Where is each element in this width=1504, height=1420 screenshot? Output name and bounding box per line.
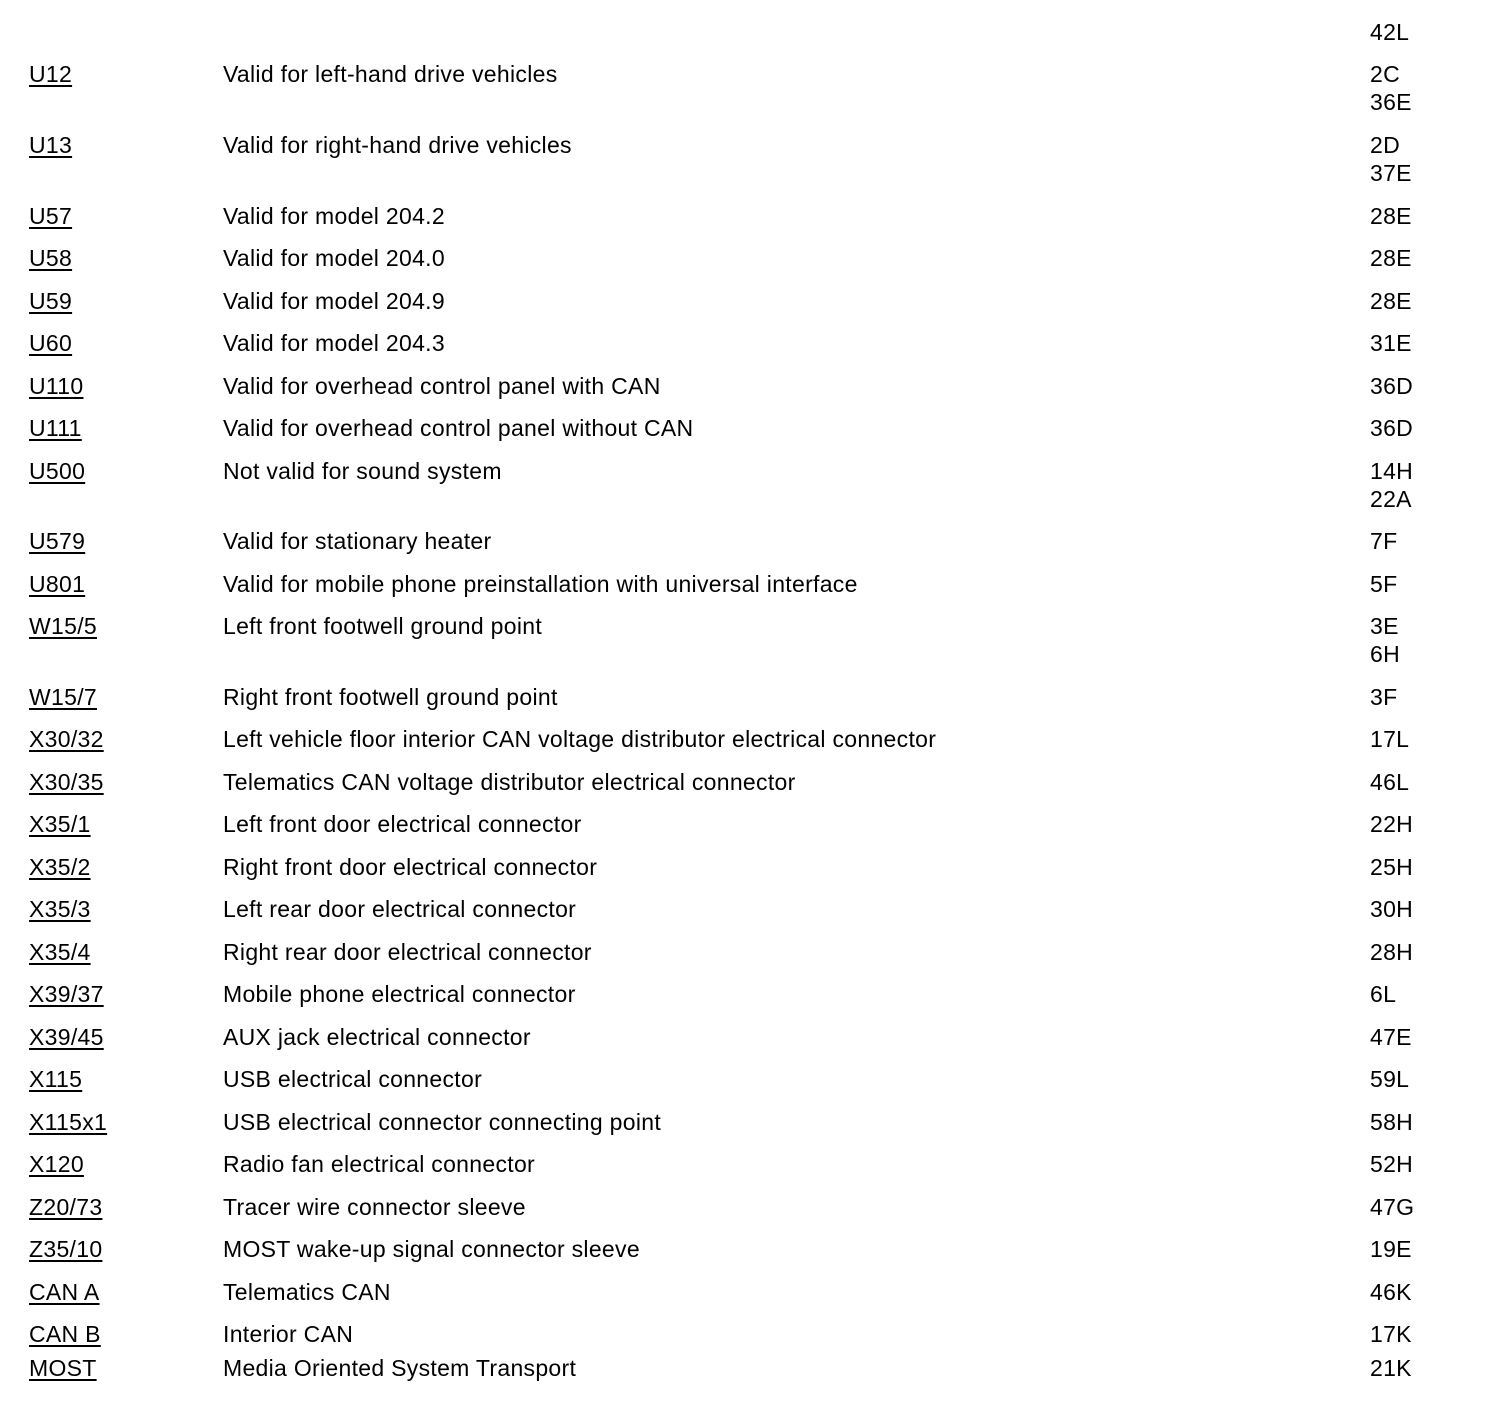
- grid-reference: 21K: [1370, 1355, 1412, 1381]
- grid-references: [1370, 1320, 1412, 1348]
- grid-reference: 14H: [1370, 458, 1414, 484]
- grid-references: [1370, 1354, 1412, 1382]
- component-description: Valid for model 204.9: [223, 288, 445, 314]
- component-description: Interior CAN: [223, 1321, 354, 1347]
- component-description: Valid for mobile phone preinstallation with universal interface: [223, 571, 858, 597]
- grid-reference: 22A: [1370, 486, 1412, 512]
- component-description: Right front door electrical connector: [223, 854, 598, 880]
- component-description: Left front door electrical connector: [223, 811, 582, 837]
- grid-reference: 58H: [1370, 1109, 1414, 1135]
- component-description: USB electrical connector connecting point: [223, 1109, 662, 1135]
- component-code-link[interactable]: U57: [29, 203, 73, 229]
- grid-references: [1370, 131, 1412, 187]
- component-code-link[interactable]: U110: [29, 373, 84, 399]
- grid-references: [1370, 980, 1396, 1008]
- component-code-link[interactable]: U12: [29, 61, 73, 87]
- grid-references: [1370, 768, 1409, 796]
- component-description: Radio fan electrical connector: [223, 1151, 535, 1177]
- component-code-link[interactable]: W15/5: [29, 613, 97, 639]
- grid-references: [1370, 414, 1413, 442]
- component-description: Right front footwell ground point: [223, 684, 558, 710]
- component-description: Not valid for sound system: [223, 458, 502, 484]
- component-code-link[interactable]: U58: [29, 245, 73, 271]
- component-code-link[interactable]: X35/4: [29, 939, 91, 965]
- component-code-link[interactable]: X120: [29, 1151, 84, 1177]
- component-description: Valid for overhead control panel without CAN: [223, 415, 694, 441]
- grid-references: [1370, 244, 1412, 272]
- component-description: Left rear door electrical connector: [223, 896, 577, 922]
- component-code-link[interactable]: CAN B: [29, 1321, 101, 1347]
- component-code-link[interactable]: X30/32: [29, 726, 104, 752]
- grid-reference: 37E: [1370, 160, 1412, 186]
- grid-reference: 46L: [1370, 769, 1410, 795]
- grid-references: [1370, 202, 1412, 230]
- component-description: Valid for model 204.0: [223, 245, 445, 271]
- component-code-link[interactable]: U579: [29, 528, 86, 554]
- grid-references: [1370, 612, 1400, 668]
- component-code-link[interactable]: U13: [29, 132, 73, 158]
- grid-reference: 6L: [1370, 981, 1397, 1007]
- grid-reference: 28E: [1370, 245, 1412, 271]
- component-code-link[interactable]: MOST: [29, 1355, 97, 1381]
- grid-reference: 3E: [1370, 613, 1399, 639]
- grid-references: [1370, 895, 1413, 923]
- component-description: Valid for overhead control panel with CAN: [223, 373, 661, 399]
- component-description: Valid for right-hand drive vehicles: [223, 132, 572, 158]
- grid-references: [1370, 329, 1412, 357]
- component-description: Left front footwell ground point: [223, 613, 543, 639]
- component-code-link[interactable]: Z35/10: [29, 1236, 103, 1262]
- grid-references: [1370, 1065, 1409, 1093]
- grid-references: [1370, 683, 1397, 711]
- grid-reference: 30H: [1370, 896, 1414, 922]
- component-code-link[interactable]: X115x1: [29, 1109, 108, 1135]
- component-description: Valid for model 204.2: [223, 203, 445, 229]
- grid-references: [1370, 938, 1413, 966]
- grid-references: [1370, 1108, 1413, 1136]
- component-description: Mobile phone electrical connector: [223, 981, 576, 1007]
- grid-references: [1370, 853, 1413, 881]
- component-code-link[interactable]: U500: [29, 458, 86, 484]
- grid-reference: 2C: [1370, 61, 1401, 87]
- component-code-link[interactable]: U59: [29, 288, 73, 314]
- grid-reference: 22H: [1370, 811, 1414, 837]
- grid-reference: 47G: [1370, 1194, 1415, 1220]
- component-code-link[interactable]: Z20/73: [29, 1194, 103, 1220]
- grid-reference: 52H: [1370, 1151, 1414, 1177]
- component-code-link[interactable]: X39/45: [29, 1024, 104, 1050]
- grid-reference: 36D: [1370, 373, 1414, 399]
- component-code-link[interactable]: X30/35: [29, 769, 104, 795]
- component-code-link[interactable]: X35/1: [29, 811, 91, 837]
- grid-references: [1370, 1278, 1412, 1306]
- grid-references: [1370, 1023, 1412, 1051]
- component-description: AUX jack electrical connector: [223, 1024, 531, 1050]
- component-description: Right rear door electrical connector: [223, 939, 592, 965]
- component-description: Valid for left-hand drive vehicles: [223, 61, 558, 87]
- component-code-link[interactable]: U801: [29, 571, 86, 597]
- component-description: USB electrical connector: [223, 1066, 483, 1092]
- grid-references: [1370, 570, 1397, 598]
- grid-references: [1370, 372, 1413, 400]
- grid-reference: 6H: [1370, 641, 1401, 667]
- grid-references: [1370, 1150, 1413, 1178]
- grid-reference: 5F: [1370, 571, 1398, 597]
- component-description: Valid for stationary heater: [223, 528, 492, 554]
- grid-reference: 2D: [1370, 132, 1401, 158]
- component-code-link[interactable]: CAN A: [29, 1279, 100, 1305]
- component-description: MOST wake-up signal connector sleeve: [223, 1236, 640, 1262]
- component-code-link[interactable]: X115: [29, 1066, 83, 1092]
- grid-reference: 36E: [1370, 89, 1412, 115]
- grid-reference: 28E: [1370, 288, 1412, 314]
- grid-references: [1370, 1235, 1412, 1263]
- grid-reference: 19E: [1370, 1236, 1412, 1262]
- component-description: Left vehicle floor interior CAN voltage distributor electrical connector: [223, 726, 937, 752]
- grid-reference: 47E: [1370, 1024, 1412, 1050]
- grid-references: [1370, 527, 1397, 555]
- component-code-link[interactable]: X39/37: [29, 981, 104, 1007]
- grid-reference: 46K: [1370, 1279, 1412, 1305]
- grid-reference: 36D: [1370, 415, 1414, 441]
- component-description: Media Oriented System Transport: [223, 1355, 577, 1381]
- grid-reference: 17L: [1370, 726, 1410, 752]
- grid-reference: 28E: [1370, 203, 1412, 229]
- component-description: Telematics CAN voltage distributor electrical connector: [223, 769, 796, 795]
- component-description: Valid for model 204.3: [223, 330, 445, 356]
- top-ref: 42L: [1370, 19, 1410, 45]
- grid-reference: 31E: [1370, 330, 1412, 356]
- component-code-link[interactable]: X35/3: [29, 896, 91, 922]
- component-code-link[interactable]: U60: [29, 330, 73, 356]
- grid-reference: 3F: [1370, 684, 1398, 710]
- grid-references: [1370, 287, 1412, 315]
- grid-references: [1370, 457, 1413, 513]
- grid-references: [1370, 60, 1412, 116]
- component-code-link[interactable]: X35/2: [29, 854, 91, 880]
- grid-references: [1370, 725, 1409, 753]
- component-code-link[interactable]: W15/7: [29, 684, 97, 710]
- grid-reference: 59L: [1370, 1066, 1410, 1092]
- grid-references: [1370, 810, 1413, 838]
- grid-references: [1370, 1193, 1414, 1221]
- grid-reference: 7F: [1370, 528, 1398, 554]
- component-description: Telematics CAN: [223, 1279, 391, 1305]
- component-code-link[interactable]: U111: [29, 415, 82, 441]
- grid-reference: 17K: [1370, 1321, 1412, 1347]
- grid-reference: 25H: [1370, 854, 1414, 880]
- component-description: Tracer wire connector sleeve: [223, 1194, 526, 1220]
- grid-reference: 28H: [1370, 939, 1414, 965]
